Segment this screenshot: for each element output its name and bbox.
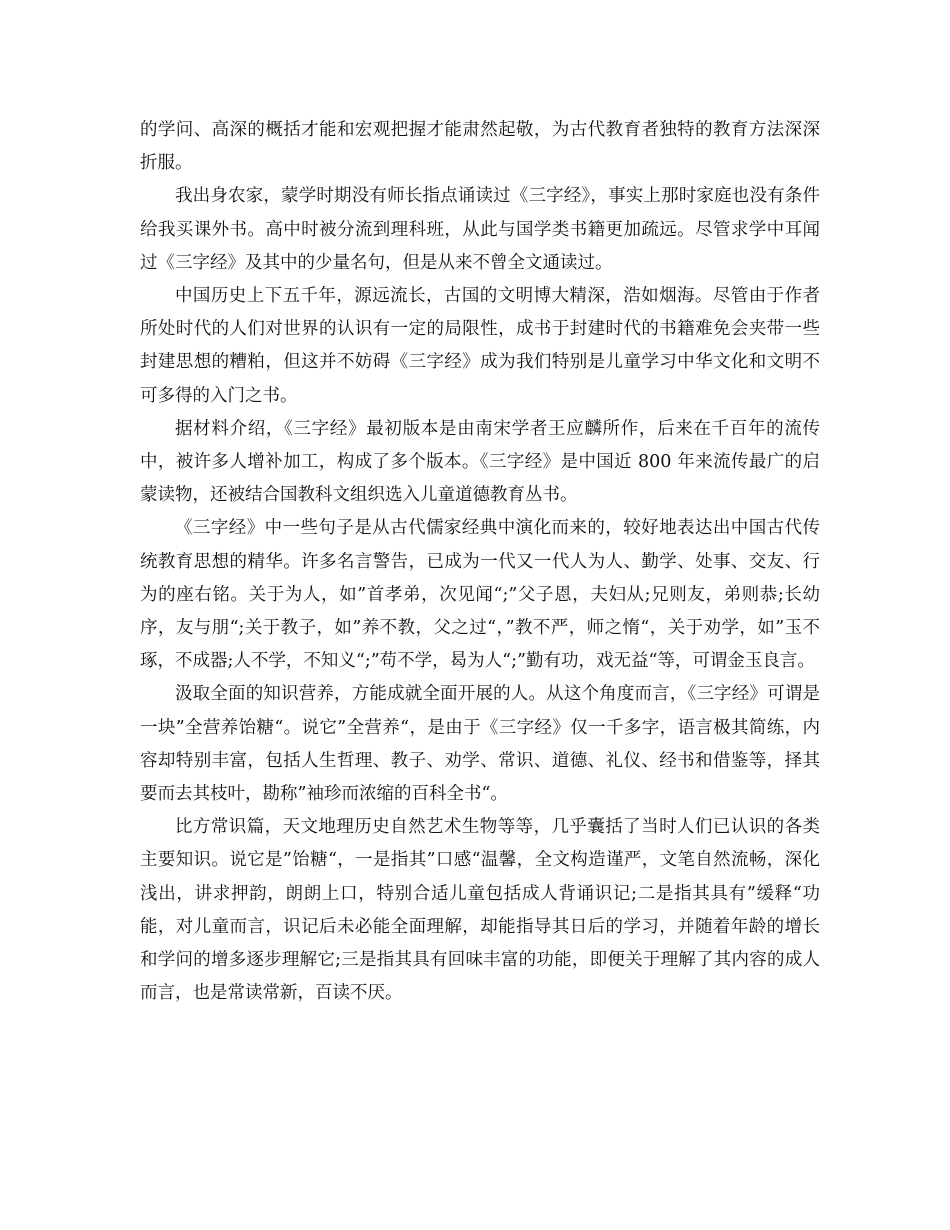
document-page [140, 114, 820, 1010]
paragraph-5: 《三字经》中一些句子是从古代儒家经典中演化而来的，较好地表达出中国古代传统教育思想的精华。许多名言警告，已成为一代又一代人为人、勤学、处事、交友、行为的座右铭。关于为人，如”首孝弟，次见闻“;”父子恩，夫妇从;兄则友，弟则恭;长幼序，友与朋“;关于教子，如”养不教，父之过“，”教不严，师之惰“，关于劝学，如”玉不琢，不成器;人不学，不知义“;”苟不学，曷为人“;”勤有功，戏无益“等，可谓金玉良言。 [140, 518, 820, 672]
paragraph-7: 比方常识篇，天文地理历史自然艺术生物等等，几乎囊括了当时人们已认识的各类主要知识。说它是”饴糖“，一是指其”口感“温馨，全文构造谨严，文笔自然流畅，深化浅出，讲求押韵，朗朗上口，特别合适儿童包括成人背诵识记;二是指其具有”缓释“功能，对儿童而言，识记后未必能全面理解，却能指导其日后的学习，并随着年龄的增长和学问的增多逐步理解它;三是指其具有回味丰富的功能，即便关于理解了其内容的成人而言，也是常读常新，百读不厌。 [140, 817, 820, 1004]
paragraph-3: 中国历史上下五千年，源远流长，古国的文明博大精深，浩如烟海。尽管由于作者所处时代的人们对世界的认识有一定的局限性，成书于封建时代的书籍难免会夹带一些封建思想的糟粕，但这并不妨碍《三字经》成为我们特别是儿童学习中华文化和文明不可多得的入门之书。 [140, 286, 820, 406]
paragraph-1: 的学问、高深的概括才能和宏观把握才能肃然起敬，为古代教育者独特的教育方法深深折服。 [140, 120, 820, 174]
paragraph-4: 据材料介绍，《三字经》最初版本是由南宋学者王应麟所作，后来在千百年的流传中，被许多人增补加工，构成了多个版本。《三字经》是中国近 800 年来流传最广的启蒙读物，还被结合国教科文组织选入儿童道德教育丛书。 [140, 418, 820, 506]
paragraph-6: 汲取全面的知识营养，方能成就全面开展的人。从这个角度而言，《三字经》可谓是一块”全营养饴糖“。说它”全营养“，是由于《三字经》仅一千多字，语言极其简练，内容却特别丰富，包括人生哲理、教子、劝学、常识、道德、礼仪、经书和借鉴等，择其要而去其枝叶，勘称”袖珍而浓缩的百科全书“。 [140, 684, 820, 805]
paragraph-2: 我出身农家，蒙学时期没有师长指点诵读过《三字经》，事实上那时家庭也没有条件给我买课外书。高中时被分流到理科班，从此与国学类书籍更加疏远。尽管求学中耳闻过《三字经》及其中的少量名句，但是从来不曾全文通读过。 [140, 186, 820, 273]
